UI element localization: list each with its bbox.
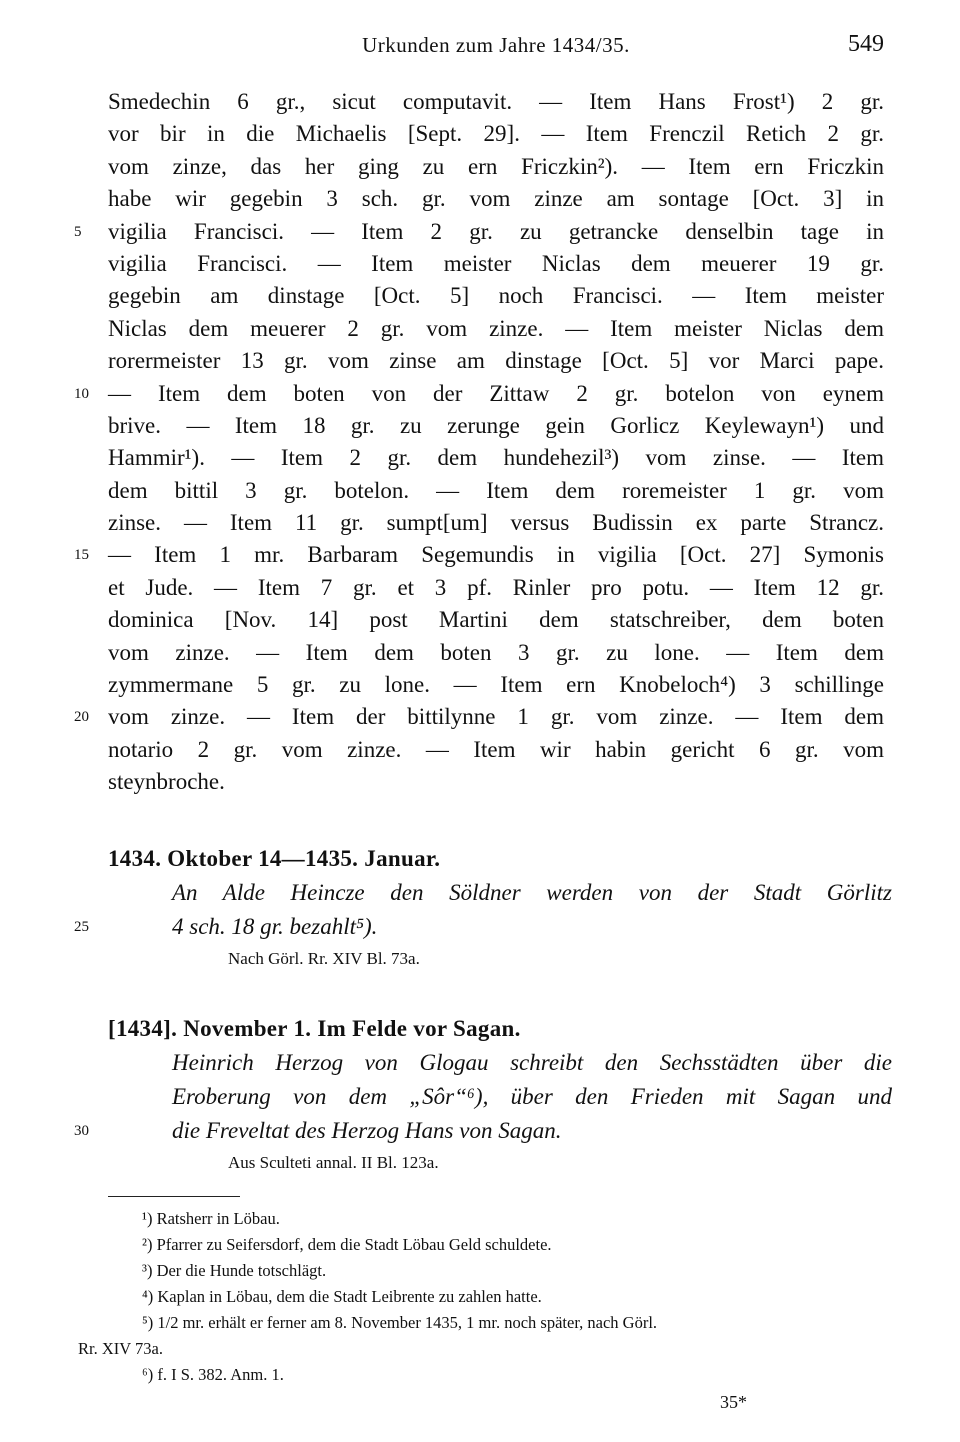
text-line: [74, 910, 892, 944]
line-text: brive. — Item 18 gr. zu zerunge gein Gorlicz Keylewayn¹) und: [108, 412, 884, 438]
entry-heading: 1434. Oktober 14—1435. Januar.: [108, 846, 441, 871]
text-line: [108, 410, 884, 442]
text-line: [108, 442, 884, 474]
text-line: [108, 637, 884, 669]
text-line: [108, 766, 884, 798]
line-text: zinse. — Item 11 gr. sumpt[um] versus Budissin ex parte Strancz.: [108, 510, 884, 536]
footnote: Rr. XIV 73a.: [78, 1339, 163, 1358]
text-line: [74, 216, 884, 248]
line-text: et Jude. — Item 7 gr. et 3 pf. Rinler pro potu. — Item 12 gr.: [108, 574, 884, 600]
line-text: Heinrich Herzog von Glogau schreibt den Sechsstädten über die: [172, 1050, 892, 1075]
line-text: Eroberung von dem „Sôr“⁶), über den Frieden mit Sagan und: [172, 1084, 892, 1109]
entry-november-1434: [74, 1012, 898, 1178]
entry-regest: [74, 876, 892, 944]
text-line: [108, 151, 884, 183]
text-line: [74, 539, 884, 571]
body-text: [74, 86, 884, 799]
line-text: 4 sch. 18 gr. bezahlt⁵).: [172, 914, 378, 939]
line-text: zymmermane 5 gr. zu lone. — Item ern Knobeloch⁴) 3 schillinge: [108, 672, 884, 698]
line-text: Smedechin 6 gr., sicut computavit. — Item Hans Frost¹) 2 gr.: [108, 89, 884, 114]
line-number: 30: [74, 1123, 89, 1139]
line-number: 20: [74, 709, 89, 726]
line-number: 5: [74, 223, 82, 240]
text-line: [74, 1114, 892, 1148]
text-line: [108, 475, 884, 507]
page-number: 549: [848, 31, 884, 57]
line-number: 10: [74, 385, 89, 402]
text-line: [108, 248, 884, 280]
text-line: [74, 378, 884, 410]
footnote: ⁴) Kaplan in Löbau, dem die Stadt Leibrente zu zahlen hatte.: [142, 1287, 542, 1306]
text-line: [108, 183, 884, 215]
line-text: notario 2 gr. vom zinze. — Item wir habin gericht 6 gr. vom: [108, 736, 884, 762]
line-text: dominica [Nov. 14] post Martini dem statschreiber, dem boten: [108, 607, 884, 633]
text-line: [108, 572, 884, 604]
line-text: vom zinze. — Item der bittilynne 1 gr. vom zinze. — Item dem: [108, 704, 884, 730]
text-line: [108, 313, 884, 345]
line-text: vigilia Francisci. — Item 2 gr. zu getrancke denselbin tage in: [108, 218, 884, 244]
line-text: die Freveltat des Herzog Hans von Sagan.: [172, 1118, 562, 1143]
line-text: habe wir gegebin 3 sch. gr. vom zinze am sontage [Oct. 3] in: [108, 186, 884, 212]
footnote: ⁶) f. I S. 382. Anm. 1.: [142, 1365, 284, 1384]
line-text: gegebin am dinstage [Oct. 5] noch Francisci. — Item meister: [108, 283, 884, 309]
running-head: Urkunden zum Jahre 1434/35.: [362, 33, 630, 57]
text-line: [108, 345, 884, 377]
entry-source: Nach Görl. Rr. XIV Bl. 73a.: [228, 949, 420, 968]
text-line: [108, 118, 884, 150]
line-text: — Item dem boten von der Zittaw 2 gr. botelon von eynem: [108, 380, 884, 406]
footnote-rule: [108, 1196, 240, 1197]
text-line: [108, 734, 884, 766]
line-text: — Item 1 mr. Barbaram Segemundis in vigilia [Oct. 27] Symonis: [108, 542, 884, 568]
line-text: vom zinze. — Item dem boten 3 gr. zu lone. — Item dem: [108, 639, 884, 665]
text-line: [108, 507, 884, 539]
text-line: [172, 1046, 892, 1080]
footnote: ⁵) 1/2 mr. erhält er ferner am 8. November 1435, 1 mr. noch später, nach Görl.: [142, 1313, 658, 1332]
text-line: [172, 1080, 892, 1114]
line-text: vor bir in die Michaelis [Sept. 29]. — Item Frenczil Retich 2 gr.: [108, 121, 884, 147]
line-text: An Alde Heincze den Söldner werden von der Stadt Görlitz: [172, 880, 892, 905]
footnote: ²) Pfarrer zu Seifersdorf, dem die Stadt Löbau Geld schuldete.: [142, 1235, 552, 1254]
line-text: Niclas dem meuerer 2 gr. vom zinze. — Item meister Niclas dem: [108, 315, 884, 341]
text-line: [108, 669, 884, 701]
text-line: [108, 86, 884, 118]
footnote: ³) Der die Hunde totschlägt.: [142, 1261, 327, 1280]
line-text: dem bittil 3 gr. botelon. — Item dem roremeister 1 gr. vom: [108, 477, 884, 503]
footnotes: [78, 1206, 888, 1388]
line-number: 15: [74, 547, 89, 564]
line-text: vigilia Francisci. — Item meister Niclas dem meuerer 19 gr.: [108, 250, 884, 276]
line-text: Hammir¹). — Item 2 gr. dem hundehezil³) vom zinse. — Item: [108, 445, 884, 471]
line-text: steynbroche.: [108, 769, 225, 795]
line-text: vom zinze, das her ging zu ern Friczkin²). — Item ern Friczkin: [108, 153, 884, 179]
text-line: [108, 280, 884, 312]
footnote: ¹) Ratsherr in Löbau.: [142, 1209, 280, 1228]
entry-source: Aus Sculteti annal. II Bl. 123a.: [228, 1153, 439, 1172]
entry-heading: [1434]. November 1. Im Felde vor Sagan.: [108, 1016, 521, 1041]
text-line: [74, 701, 884, 733]
entry-regest: [74, 1046, 892, 1148]
entry-oktober-1434: [74, 842, 898, 974]
page-header: [108, 33, 884, 67]
text-line: [108, 604, 884, 636]
signature-mark: 35*: [720, 1392, 747, 1412]
line-text: rorermeister 13 gr. vom zinse am dinstage [Oct. 5] vor Marci pape.: [108, 348, 884, 374]
text-line: [172, 876, 892, 910]
line-number: 25: [74, 919, 89, 935]
